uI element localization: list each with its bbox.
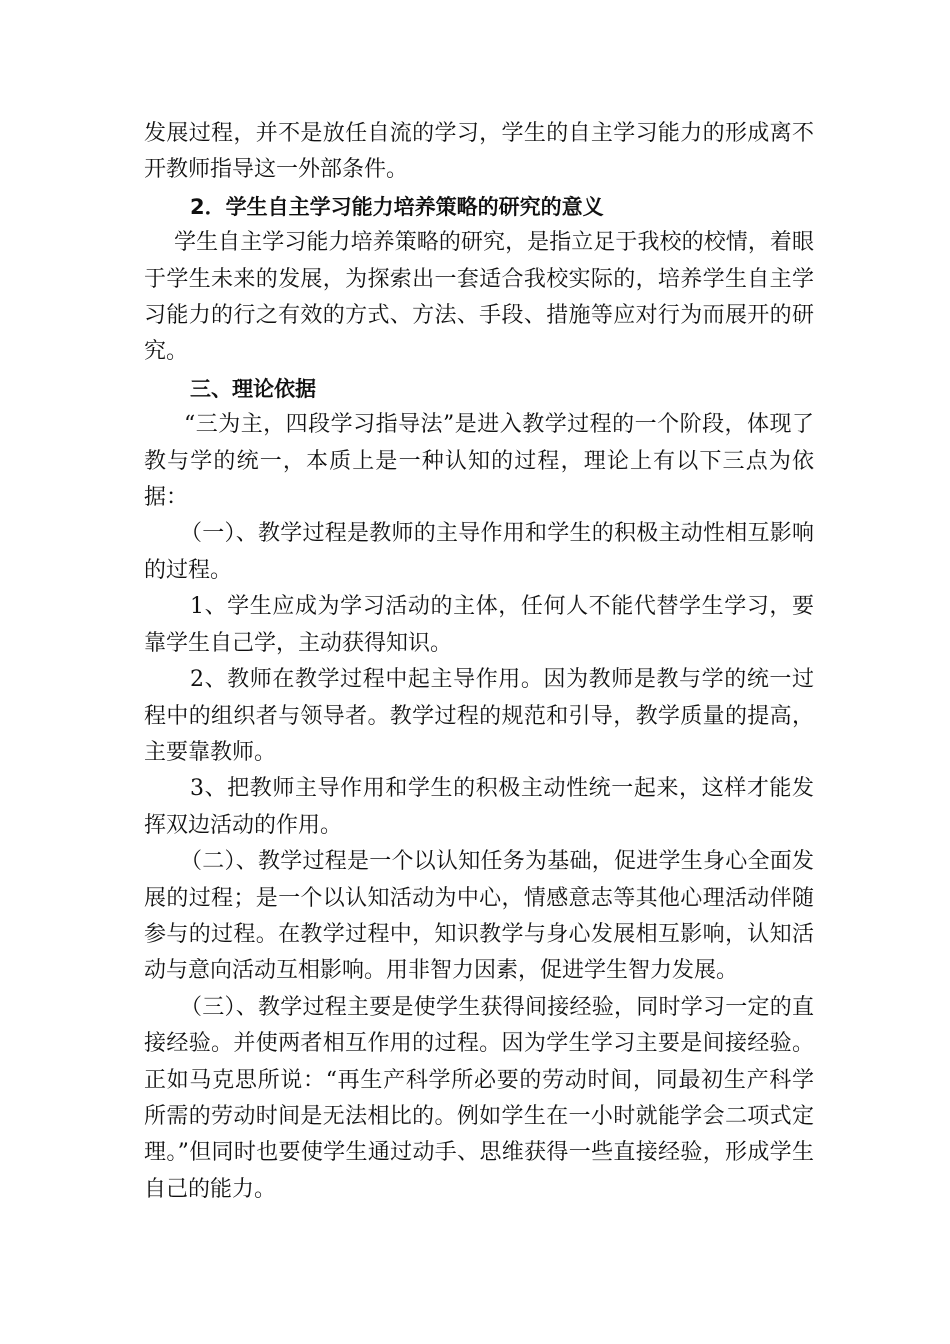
paragraph-point-two: （二）、教学过程是一个以认知任务为基础，促进学生身心全面发展的过程；是一个以认知活动为中心，情感意志等其他心理活动伴随参与的过程。在教学过程中，知识教学与身心发展相互影响，认知活动与意向活动互相影响。用非智力因素，促进学生智力发展。 — [144, 849, 814, 984]
paragraph-point-one: （一）、教学过程是教师的主导作用和学生的积极主动性相互影响的过程。 — [144, 521, 814, 583]
paragraph-theory-intro: “三为主，四段学习指导法”是进入教学过程的一个阶段，体现了教与学的统一，本质上是一种认知的过程，理论上有以下三点为依据： — [144, 412, 814, 511]
paragraph-subpoint-1: 1、学生应成为学习活动的主体，任何人不能代替学生学习，要靠学生自己学，主动获得知识。 — [144, 594, 814, 656]
section-heading-significance: 2．学生自主学习能力培养策略的研究的意义 — [190, 194, 604, 219]
paragraph-subpoint-3: 3、把教师主导作用和学生的积极主动性统一起来，这样才能发挥双边活动的作用。 — [144, 776, 814, 838]
paragraph-point-three: （三）、教学过程主要是使学生获得间接经验，同时学习一定的直接经验。并使两者相互作用的过程。因为学生学习主要是间接经验。正如马克思所说：“再生产科学所必要的劳动时间，同最初生产科学所需的劳动时间是无法相比的。例如学生在一小时就能学会二项式定理。”但同时也要使学生通过动手、思维获得一些直接经验，形成学生自己的能力。 — [144, 994, 814, 1202]
paragraph-continuation: 发展过程，并不是放任自流的学习，学生的自主学习能力的形成离不开教师指导这一外部条件。 — [144, 121, 814, 183]
paragraph-subpoint-2: 2、教师在教学过程中起主导作用。因为教师是教与学的统一过程中的组织者与领导者。教学过程的规范和引导，教学质量的提高，主要靠教师。 — [144, 667, 814, 765]
document-body — [144, 116, 814, 1208]
paragraph-significance: 学生自主学习能力培养策略的研究，是指立足于我校的校情，着眼于学生未来的发展，为探索出一套适合我校实际的，培养学生自主学习能力的行之有效的方式、方法、手段、措施等应对行为而展开的研究。 — [144, 230, 814, 365]
section-heading-theory: 三、理论依据 — [190, 376, 316, 401]
